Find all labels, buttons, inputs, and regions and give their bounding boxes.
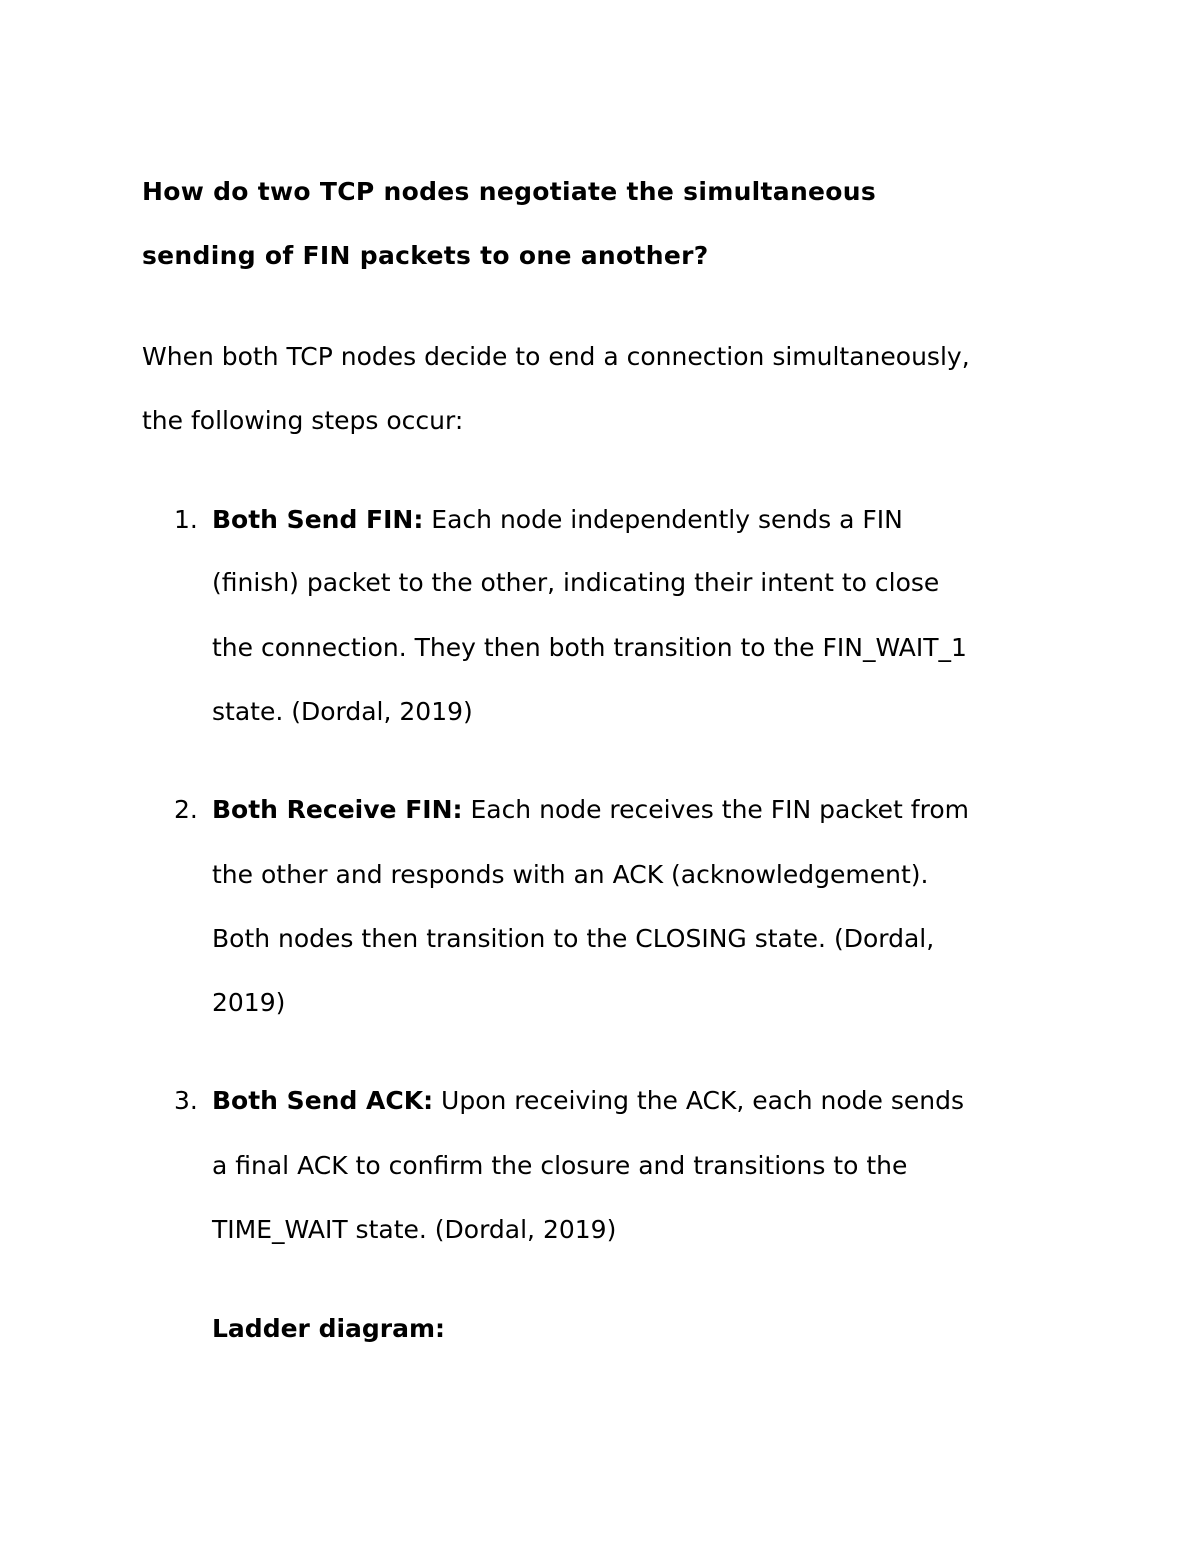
step-1-text-3: the connection. They then both transition to the FIN_WAIT_1 [212,633,967,662]
ladder-diagram-heading: Ladder diagram: [212,1314,446,1343]
intro-line-2: the following steps occur: [142,406,464,435]
intro-line-1: When both TCP nodes decide to end a connection simultaneously, [142,342,970,371]
step-3-title: Both Send ACK: [212,1086,434,1115]
question-heading-line-2: sending of FIN packets to one another? [142,241,709,270]
step-2-text-1: Each node receives the FIN packet from [462,795,969,824]
step-3-text-2: a final ACK to confirm the closure and transitions to the [212,1151,908,1180]
step-1-title: Both Send FIN: [212,505,424,534]
question-heading-line-1: How do two TCP nodes negotiate the simultaneous [142,177,877,206]
step-3-number: 3. [174,1086,198,1115]
step-1-number: 1. [174,505,198,534]
step-1-text-1: Each node independently sends a FIN [423,505,903,534]
step-2-first-line [212,794,969,826]
step-2-text-2: the other and responds with an ACK (acknowledgement). [212,860,929,889]
step-3-text-3: TIME_WAIT state. (Dordal, 2019) [212,1215,617,1244]
step-2-title: Both Receive FIN: [212,795,463,824]
step-3-first-line [212,1085,964,1117]
step-3-text-1: Upon receiving the ACK, each node sends [433,1086,964,1115]
step-2-text-3: Both nodes then transition to the CLOSING state. (Dordal, [212,924,935,953]
step-2-number: 2. [174,795,198,824]
step-2-text-4: 2019) [212,988,286,1017]
step-1-first-line [212,504,903,536]
step-1-text-2: (finish) packet to the other, indicating their intent to close [212,568,940,597]
step-1-text-4: state. (Dordal, 2019) [212,697,473,726]
